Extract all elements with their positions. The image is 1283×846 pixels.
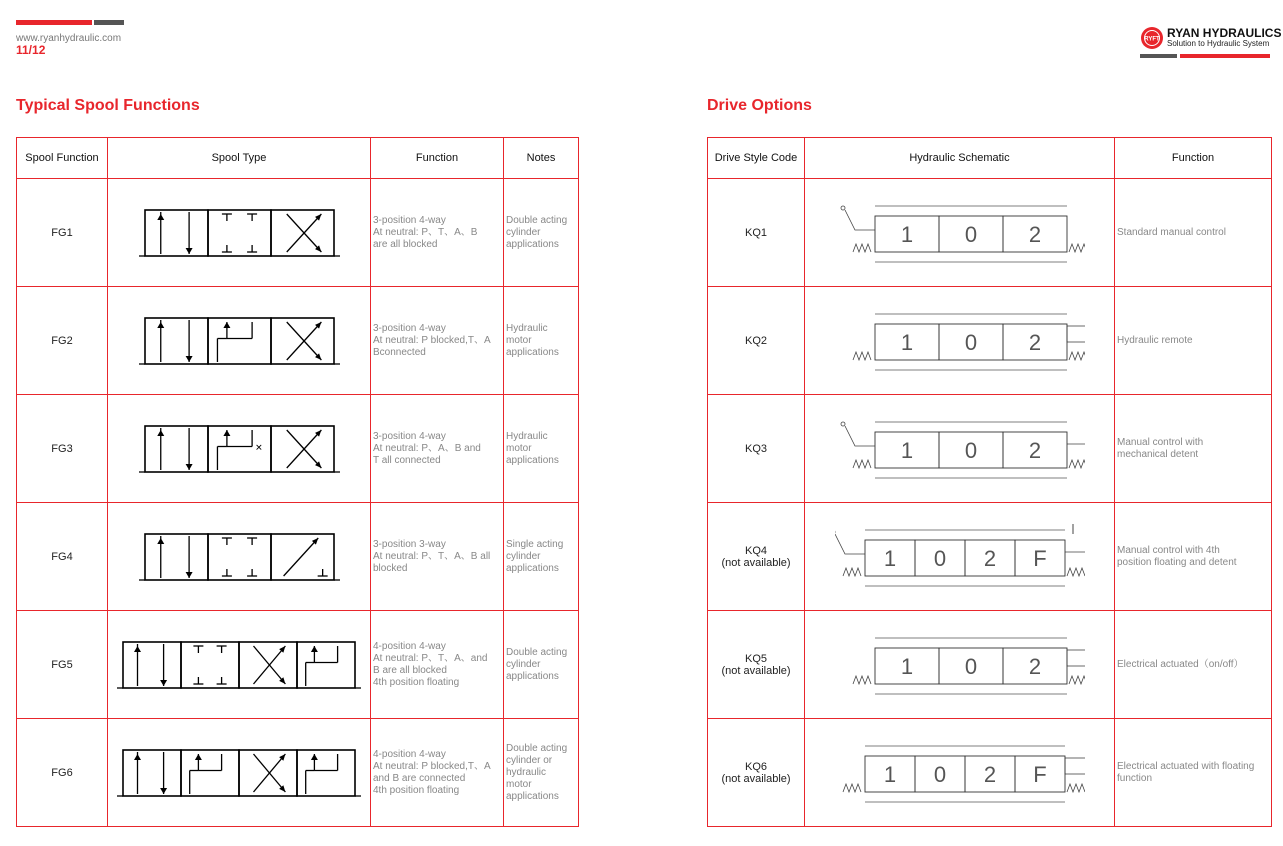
spool-function-text: 3-position 3-way At neutral: P、T、A、B all blocked xyxy=(371,503,504,611)
drive-code: KQ5 xyxy=(744,652,767,665)
hydraulic-schematic-cell xyxy=(805,395,1115,503)
spool-notes-text: Double acting cylinder or hydraulic motor applications xyxy=(504,719,579,827)
brand-tagline: Solution to Hydraulic System xyxy=(1167,39,1270,48)
spool-symbol-fg6 xyxy=(117,748,361,798)
schematic-position-label: 0 xyxy=(964,653,977,679)
col-header-drive-style-code: Drive Style Code xyxy=(708,138,805,179)
spool-type-cell xyxy=(108,503,371,611)
spool-code: FG5 xyxy=(17,611,108,719)
drive-function-text: Standard manual control xyxy=(1115,179,1272,287)
drive-code: KQ1 xyxy=(744,226,767,239)
spool-notes-text: Hydraulic motor applications xyxy=(504,287,579,395)
drive-code-note: (not available) xyxy=(721,664,791,677)
logo-mark-text: RYFT xyxy=(1144,36,1160,43)
spool-symbol-fg5 xyxy=(117,640,361,690)
svg-text:✕: ✕ xyxy=(254,443,263,453)
schematic-position-label: 1 xyxy=(883,761,896,787)
spool-type-cell xyxy=(108,287,371,395)
hydraulic-schematic-cell xyxy=(805,179,1115,287)
drive-code-cell xyxy=(708,611,805,719)
table-row xyxy=(17,179,579,287)
spool-function-text: 4-position 4-way At neutral: P、T、A、and B are all blocked 4th position floating xyxy=(371,611,504,719)
drive-code: KQ4 xyxy=(744,544,767,557)
table-row xyxy=(17,719,579,827)
schematic-position-label: 0 xyxy=(964,221,977,247)
schematic-position-label: 0 xyxy=(933,545,946,571)
drive-schematic-kq5 xyxy=(835,630,1085,700)
schematic-position-label: 1 xyxy=(900,329,913,355)
table-row xyxy=(17,287,579,395)
spool-functions-table xyxy=(16,137,579,827)
drive-function-text: Manual control with mechanical detent xyxy=(1115,395,1272,503)
table-row xyxy=(708,503,1272,611)
spool-type-cell xyxy=(108,719,371,827)
drive-schematic-kq6 xyxy=(835,738,1085,808)
col-header-hydraulic-schematic: Hydraulic Schematic xyxy=(805,138,1115,179)
table-row xyxy=(708,719,1272,827)
drive-code: KQ3 xyxy=(744,442,767,455)
schematic-position-label: F xyxy=(1032,761,1047,787)
drive-code-cell xyxy=(708,719,805,827)
spool-notes-text: Hydraulic motor applications xyxy=(504,395,579,503)
schematic-position-label: 1 xyxy=(900,221,913,247)
drive-code: KQ6 xyxy=(744,760,767,773)
page-number: 11/12 xyxy=(16,43,46,57)
drive-code-cell xyxy=(708,287,805,395)
schematic-position-label: 0 xyxy=(933,761,946,787)
col-header-spool-type: Spool Type xyxy=(108,138,371,179)
hydraulic-schematic-cell xyxy=(805,611,1115,719)
schematic-position-label: 2 xyxy=(1028,437,1041,463)
brand-name: RYAN HYDRAULICS xyxy=(1167,26,1282,40)
table-row xyxy=(708,287,1272,395)
schematic-position-label: 2 xyxy=(983,761,996,787)
website-url[interactable]: www.ryanhydraulic.com xyxy=(16,33,122,44)
table-header-row xyxy=(708,138,1272,179)
drive-code: KQ2 xyxy=(744,334,767,347)
spool-code: FG2 xyxy=(17,287,108,395)
brand-logo xyxy=(1140,24,1282,60)
spool-type-cell xyxy=(108,395,371,503)
spool-function-text: 3-position 4-way At neutral: P、T、A、B are all blocked xyxy=(371,179,504,287)
drive-code-note: (not available) xyxy=(721,772,791,785)
spool-functions-title: Typical Spool Functions xyxy=(16,97,200,114)
spool-function-text: 4-position 4-way At neutral: P blocked,T、A and B are connected 4th position floating xyxy=(371,719,504,827)
header-red-bar xyxy=(16,20,92,25)
drive-code-cell xyxy=(708,503,805,611)
spool-symbol-fg3 xyxy=(139,424,340,474)
spool-code: FG4 xyxy=(17,503,108,611)
drive-function-text: Hydraulic remote xyxy=(1115,287,1272,395)
schematic-position-label: 2 xyxy=(1028,221,1041,247)
drive-schematic-kq4 xyxy=(835,522,1085,592)
drive-function-text: Electrical actuated（on/off） xyxy=(1115,611,1272,719)
drive-schematic-kq3 xyxy=(835,414,1085,484)
spool-symbol-fg1 xyxy=(139,208,340,258)
table-row xyxy=(17,395,579,503)
header-grey-bar xyxy=(94,20,124,25)
spool-symbol-fg2 xyxy=(139,316,340,366)
spool-function-text: 3-position 4-way At neutral: P blocked,T、A Bconnected xyxy=(371,287,504,395)
schematic-position-label: 0 xyxy=(964,329,977,355)
drive-function-text: Manual control with 4th position floating and detent xyxy=(1115,503,1272,611)
schematic-position-label: 2 xyxy=(983,545,996,571)
spool-type-cell xyxy=(108,179,371,287)
table-row xyxy=(17,503,579,611)
spool-symbol-fg4 xyxy=(139,532,340,582)
schematic-position-label: F xyxy=(1032,545,1047,571)
drive-options-table xyxy=(707,137,1272,827)
drive-options-title: Drive Options xyxy=(707,97,812,114)
schematic-position-label: 1 xyxy=(900,437,913,463)
table-header-row xyxy=(17,138,579,179)
spool-code: FG1 xyxy=(17,179,108,287)
drive-schematic-kq1 xyxy=(835,198,1085,268)
drive-code-cell xyxy=(708,179,805,287)
col-header-spool-function: Spool Function xyxy=(17,138,108,179)
col-header-function: Function xyxy=(371,138,504,179)
drive-code-note: (not available) xyxy=(721,556,791,569)
schematic-position-label: 2 xyxy=(1028,329,1041,355)
spool-code: FG6 xyxy=(17,719,108,827)
spool-notes-text: Single acting cylinder applications xyxy=(504,503,579,611)
schematic-position-label: 1 xyxy=(900,653,913,679)
drive-function-text: Electrical actuated with floating function xyxy=(1115,719,1272,827)
drive-schematic-kq2 xyxy=(835,306,1085,376)
table-row xyxy=(708,179,1272,287)
spool-type-cell xyxy=(108,611,371,719)
col-header-notes: Notes xyxy=(504,138,579,179)
logo-mark-icon xyxy=(1140,26,1164,50)
hydraulic-schematic-cell xyxy=(805,719,1115,827)
table-row xyxy=(708,395,1272,503)
table-row xyxy=(708,611,1272,719)
spool-code: FG3 xyxy=(17,395,108,503)
table-row xyxy=(17,611,579,719)
col-header-drive-function: Function xyxy=(1115,138,1272,179)
spool-notes-text: Double acting cylinder applications xyxy=(504,179,579,287)
hydraulic-schematic-cell xyxy=(805,287,1115,395)
hydraulic-schematic-cell xyxy=(805,503,1115,611)
logo-red-bar xyxy=(1180,54,1270,58)
schematic-position-label: 1 xyxy=(883,545,896,571)
spool-notes-text: Double acting cylinder applications xyxy=(504,611,579,719)
schematic-position-label: 0 xyxy=(964,437,977,463)
spool-function-text: 3-position 4-way At neutral: P、A、B and T all connected xyxy=(371,395,504,503)
logo-grey-bar xyxy=(1140,54,1177,58)
schematic-position-label: 2 xyxy=(1028,653,1041,679)
drive-code-cell xyxy=(708,395,805,503)
